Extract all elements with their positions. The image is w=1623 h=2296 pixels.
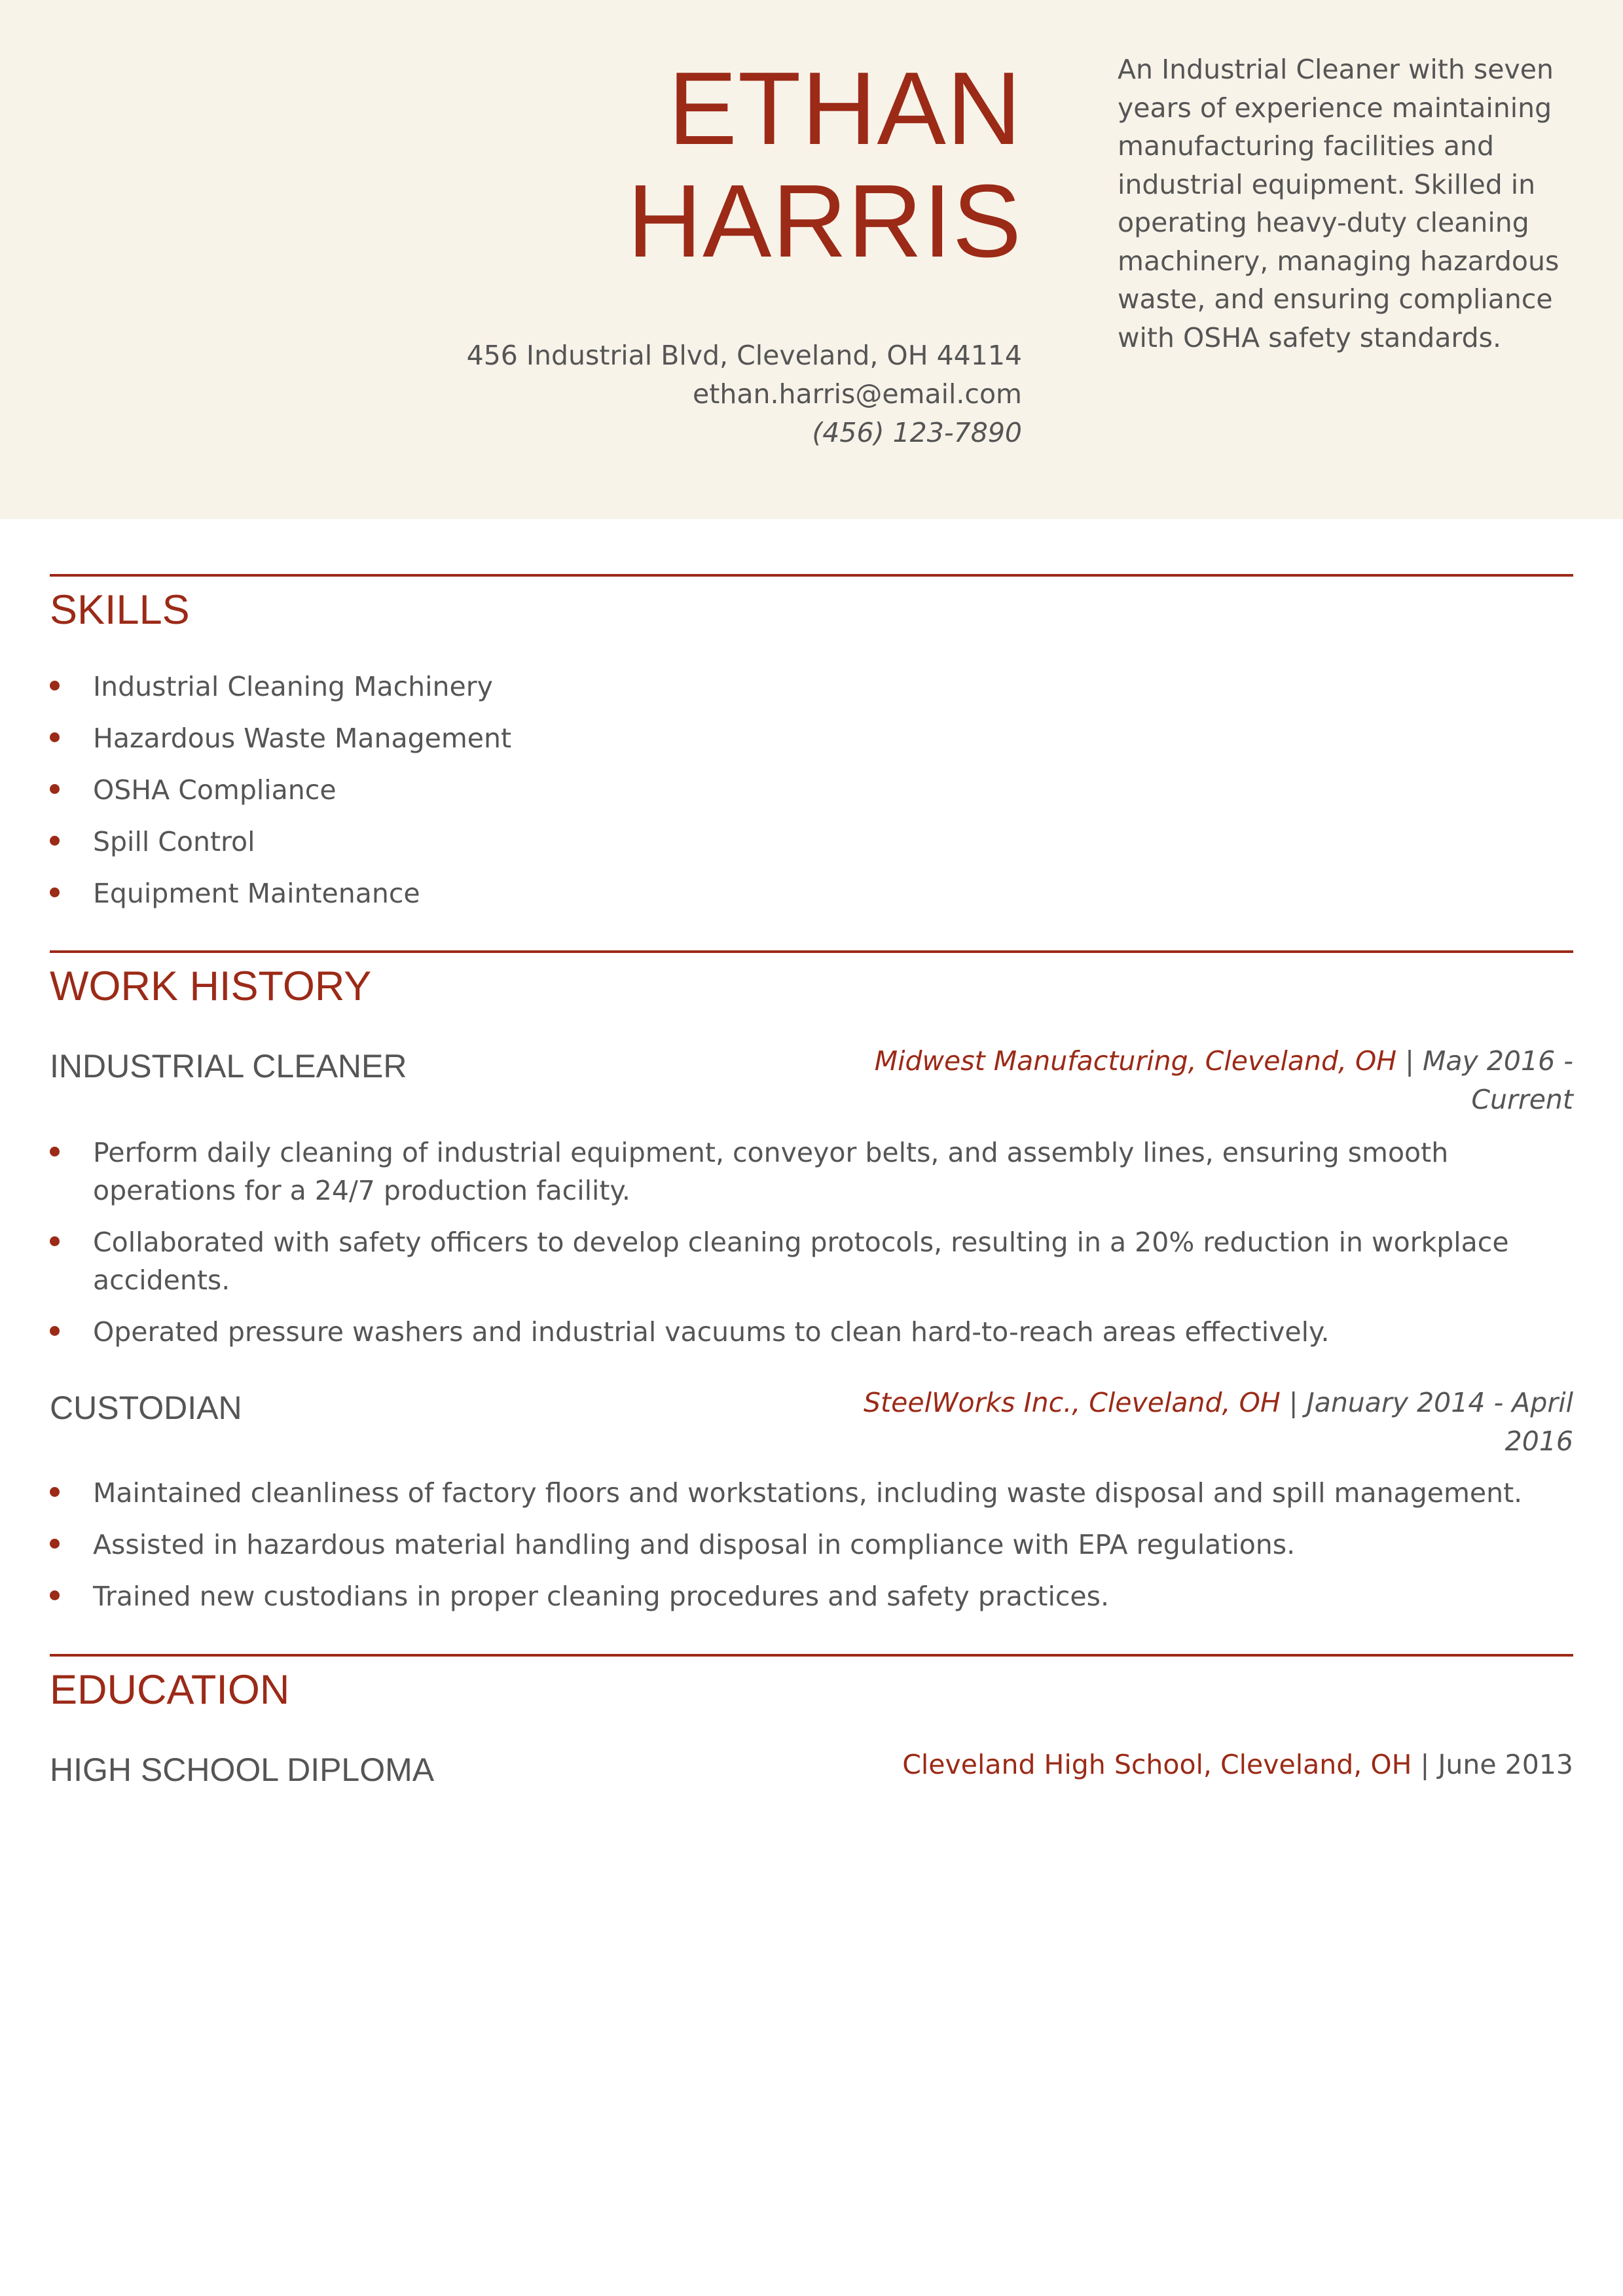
meta-separator: | <box>1396 1045 1423 1077</box>
bullet-icon <box>50 1590 60 1600</box>
job-duties <box>50 1134 1573 1365</box>
job-meta <box>788 1384 1573 1461</box>
meta-separator: | <box>1412 1749 1438 1780</box>
skills-heading: SKILLS <box>50 587 190 633</box>
education-heading: EDUCATION <box>50 1667 290 1713</box>
contact-info <box>467 336 1022 452</box>
bullet-icon <box>50 836 60 846</box>
job-title: CUSTODIAN <box>50 1390 242 1426</box>
job-title: INDUSTRIAL CLEANER <box>50 1048 407 1085</box>
professional-summary: An Industrial Cleaner with seven years of experience maintaining manufacturing facilities and industrial equipment. Skilled in operating heavy-duty cleaning machinery, managing hazardous waste, and ensuring compliance with OSHA safety standards. <box>1118 54 1559 353</box>
education-meta <box>902 1746 1573 1784</box>
email: ethan.harris@email.com <box>693 378 1022 410</box>
meta-separator: | <box>1280 1387 1307 1418</box>
company-name: Midwest Manufacturing, Cleveland, OH <box>874 1045 1397 1077</box>
resume-header <box>0 0 1623 519</box>
bullet-icon <box>50 1539 60 1549</box>
address: 456 Industrial Blvd, Cleveland, OH 44114 <box>466 340 1022 371</box>
first-name: ETHAN <box>668 51 1022 166</box>
phone: (456) 123-7890 <box>812 417 1022 448</box>
bullet-icon <box>50 784 60 794</box>
work-history-heading: WORK HISTORY <box>50 963 372 1009</box>
duty-item: Assisted in hazardous material handling and disposal in compliance with EPA regulations. <box>50 1526 1573 1564</box>
skill-item: Equipment Maintenance <box>50 874 1573 912</box>
graduation-date: June 2013 <box>1438 1749 1573 1780</box>
job-dates: May 2016 - Current <box>1423 1045 1573 1115</box>
job-duties <box>50 1474 1573 1629</box>
bullet-icon <box>50 681 60 691</box>
bullet-icon <box>50 1326 60 1336</box>
skills-divider <box>50 574 1573 577</box>
duty-item: Trained new custodians in proper cleaning procedures and safety practices. <box>50 1577 1573 1615</box>
job-dates: January 2014 - April 2016 <box>1306 1387 1573 1457</box>
duty-item: Maintained cleanliness of factory floors and workstations, including waste disposal and spill management. <box>50 1474 1573 1512</box>
bullet-icon <box>50 888 60 897</box>
skill-item: OSHA Compliance <box>50 771 1573 809</box>
work-history-divider <box>50 950 1573 953</box>
skill-item: Hazardous Waste Management <box>50 719 1573 757</box>
bullet-icon <box>50 1147 60 1157</box>
last-name: HARRIS <box>627 164 1022 279</box>
duty-item: Perform daily cleaning of industrial equipment, conveyor belts, and assembly lines, ensuring smooth operations for a 24/7 production facility. <box>50 1134 1573 1210</box>
skill-item: Industrial Cleaning Machinery <box>50 668 1573 706</box>
bullet-icon <box>50 732 60 742</box>
skills-list <box>50 668 1573 926</box>
bullet-icon <box>50 1236 60 1246</box>
education-divider <box>50 1654 1573 1657</box>
bullet-icon <box>50 1487 60 1497</box>
duty-item: Operated pressure washers and industrial vacuums to clean hard-to-reach areas effectively. <box>50 1313 1573 1351</box>
company-name: SteelWorks Inc., Cleveland, OH <box>864 1387 1281 1418</box>
job-meta <box>788 1042 1573 1119</box>
skill-item: Spill Control <box>50 823 1573 861</box>
degree-title: HIGH SCHOOL DIPLOMA <box>50 1751 435 1788</box>
school-name: Cleveland High School, Cleveland, OH <box>902 1749 1412 1780</box>
duty-item: Collaborated with safety officers to develop cleaning protocols, resulting in a 20% reduction in workplace accidents. <box>50 1223 1573 1299</box>
candidate-name <box>627 52 1022 278</box>
